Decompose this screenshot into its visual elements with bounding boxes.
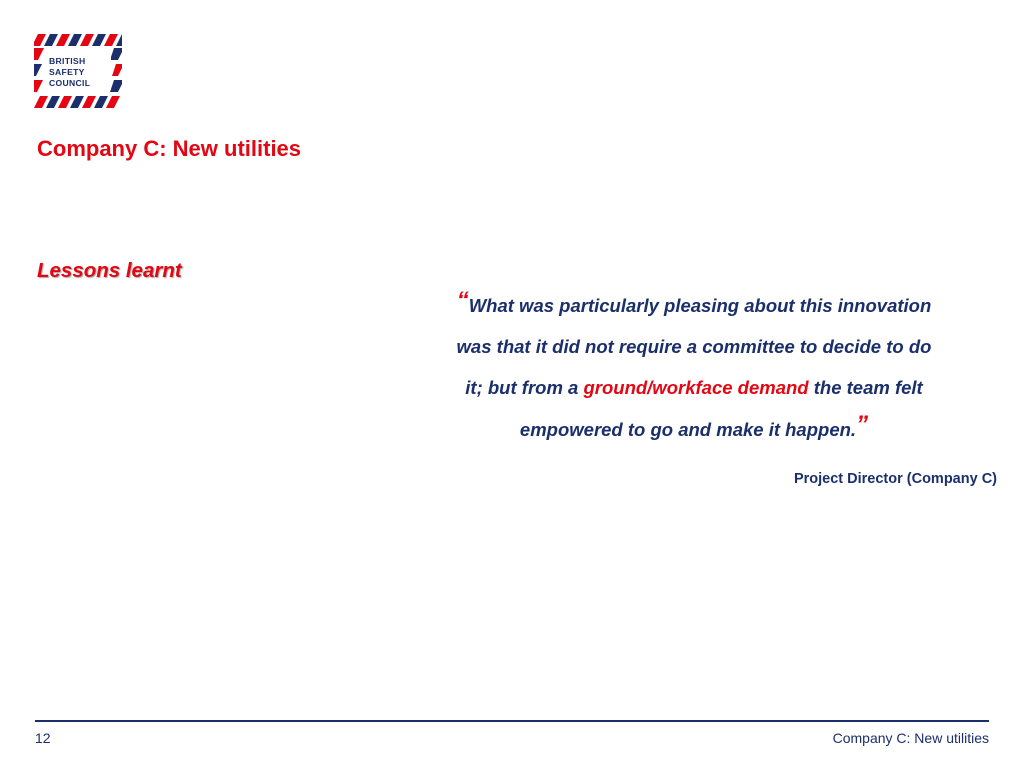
footer-title: Company C: New utilities [832,730,989,746]
quote-line-2: was that it did not require a committee to decide to do [456,336,932,357]
quote-text-4: empowered to go and make it happen. [519,419,857,440]
logo-line-british: BRITISH [49,56,86,66]
quote-text-1: What was particularly pleasing about this innovation [468,295,932,316]
logo-wordmark [47,55,111,90]
slide-title: Company C: New utilities [37,136,302,161]
page-number: 12 [35,730,51,746]
quote-text-3b: the team felt [808,377,923,398]
quote-text-3a: it; but from a [465,377,584,398]
logo-line-safety: SAFETY [49,67,85,77]
testimonial-quote [380,284,1008,450]
quote-attribution: Project Director (Company C) [793,471,997,487]
close-quote-mark: ” [856,411,869,438]
british-safety-council-logo [34,34,122,108]
quote-highlight: ground/workface demand [583,377,809,398]
quote-line-4 [380,408,1008,450]
section-heading: Lessons learnt [37,259,182,282]
quote-line-1 [380,284,1008,326]
logo-line-council: COUNCIL [49,78,91,88]
open-quote-mark: “ [456,287,469,314]
quote-line-3 [380,367,1008,408]
footer-divider [35,720,989,722]
